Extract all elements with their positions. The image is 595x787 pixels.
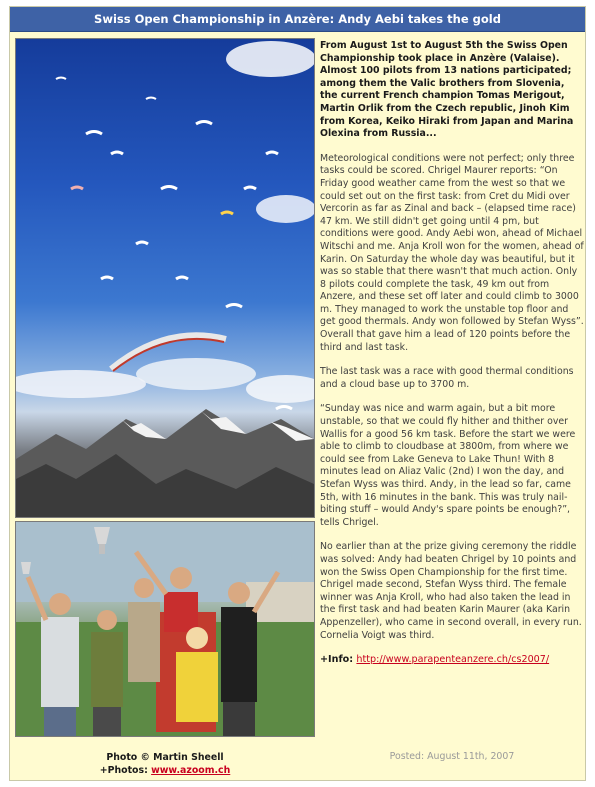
paragliders-illustration: [16, 39, 314, 517]
article-lead: From August 1st to August 5th the Swiss Open Championship took place in Anzère (Valaise). Almost 100 pilots from 13 nations participated; among them the Valic brothers from Slovenia, the current French champion Tomas Merigout, Martin Orlik from the Czech republic, Jinoh Kim from Korea, Keiko Hiraki from Japan and Marina Olexina from Russia...: [320, 40, 574, 140]
info-line: [320, 654, 584, 667]
posted-date: Posted: August 11th, 2007: [389, 751, 515, 762]
article-title: Swiss Open Championship in Anzère: Andy Aebi takes the gold: [10, 7, 585, 32]
info-label: +Info:: [320, 654, 354, 666]
podium-illustration: [16, 522, 314, 736]
info-link[interactable]: http://www.parapenteanzere.ch/cs2007/: [356, 654, 550, 666]
paragliders-photo: [15, 38, 315, 518]
article-frame: [9, 6, 586, 781]
article-paragraph-4: No earlier than at the prize giving ceremony the riddle was solved: Andy had beaten Chrigel by 10 points and won the Swiss Open Championship for the first time. Chrigel made second, Stefan Wyss third. The female winner was Anja Kroll, who had also taken the lead in the first task and had beaten Karin Maurer (aka Karin Appenzeller), who came in second overall, in every run. Cornelia Voigt was third.: [320, 541, 582, 641]
photos-line: [15, 764, 315, 777]
photo-credit: Photo © Martin Sheell: [106, 752, 224, 763]
article-paragraph-1: Meteorological conditions were not perfect; only three tasks could be scored. Chrigel Maurer reports: “On Friday good weather came from the west so that we could set out on the first task: from Cret du Midi over Vercorin as far as Zinal and back – (elapsed time race) 47 km. We still didn't get going until 4 pm, but conditions were good. Andy Aebi won, ahead of Michael Witschi and me. Anja Kroll won for the women, ahead of Karin. On Saturday the whole day was beautiful, but it was so stable that there wasn't that much action. Only 8 pilots could complete the task, 49 km out from Anzere, and these set off later and could climb to 3000 m. They managed to work the unstable top floor and get good thermals. Andy won followed by Stefan Wyss”. Overall that gave him a lead of 120 points before the third and last task.: [320, 152, 584, 353]
photos-link[interactable]: www.azoom.ch: [151, 765, 231, 776]
article-body: [320, 40, 584, 667]
photos-label: +Photos:: [99, 765, 148, 776]
article-paragraph-2: The last task was a race with good thermal conditions and a cloud base up to 3700 m.: [320, 366, 574, 390]
photo-credits: [15, 751, 315, 777]
article-paragraph-3: “Sunday was nice and warm again, but a bit more unstable, so that we could fly hither and thither over Wallis for a good 56 km task. Before the start we were able to climb to cloudbase at 3800m, from where we could see from Lake Geneva to Lake Thun! With 8 minutes lead on Aliaz Valic (2nd) I won the day, and Stefan Wyss was third. Andy, in the lead so far, came 5th, with 16 minutes in the bank. This was truly nail-biting stuff – would Andy's spare points be enough?”, tells Chrigel.: [320, 403, 576, 528]
podium-photo: [15, 521, 315, 737]
